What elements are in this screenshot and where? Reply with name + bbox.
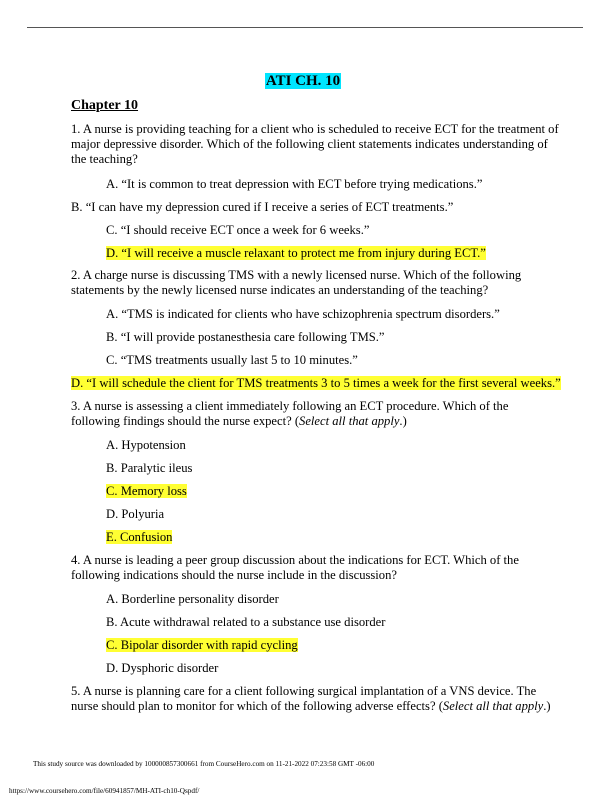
q1-stem-line: major depressive disorder. Which of the following client statements indicates understanding of (71, 137, 548, 151)
q2-option-d-answer: D. “I will schedule the client for TMS treatments 3 to 5 times a week for the first several weeks.” (71, 376, 561, 390)
q5-stem-line: 5. A nurse is planning care for a client following surgical implantation of a VNS device. The (71, 684, 537, 698)
q3-stem-line: following findings should the nurse expect? (Select all that apply.) (71, 414, 407, 428)
q3-option-e-answer: E. Confusion (106, 530, 173, 544)
chapter-heading: Chapter 10 (71, 98, 139, 113)
q4-stem-line: 4. A nurse is leading a peer group discussion about the indications for ECT. Which of the (71, 553, 519, 567)
q5-stem-line: nurse should plan to monitor for which of the following adverse effects? (Select all that apply.) (71, 699, 551, 713)
q3-option-d: D. Polyuria (106, 507, 165, 521)
download-note: This study source was downloaded by 100000857300661 from CourseHero.com on 11-21-2022 07:23:58 GMT -06:00 (33, 760, 375, 768)
page-title: ATI CH. 10 (265, 73, 341, 89)
q1-option-d-answer: D. “I will receive a muscle relaxant to protect me from injury during ECT.” (106, 246, 486, 260)
q3-option-b: B. Paralytic ileus (106, 461, 193, 475)
q3-option-c-answer: C. Memory loss (106, 484, 187, 498)
q2-stem-line: statements by the newly licensed nurse indicates an understanding of the teaching? (71, 283, 489, 297)
source-url[interactable]: https://www.coursehero.com/file/60941857/MH-ATI-ch10-Qspdf/ (9, 787, 200, 795)
q1-option-c: C. “I should receive ECT once a week for 6 weeks.” (106, 223, 370, 237)
q4-stem-line: following indications should the nurse include in the discussion? (71, 568, 397, 582)
q4-option-b: B. Acute withdrawal related to a substance use disorder (106, 615, 386, 629)
q1-option-a: A. “It is common to treat depression with ECT before trying medications.” (106, 177, 483, 191)
q3-option-a: A. Hypotension (106, 438, 186, 452)
q2-stem-line: 2. A charge nurse is discussing TMS with a newly licensed nurse. Which of the following (71, 268, 522, 282)
q1-option-b: B. “I can have my depression cured if I receive a series of ECT treatments.” (71, 200, 454, 214)
q2-option-c: C. “TMS treatments usually last 5 to 10 minutes.” (106, 353, 358, 367)
q1-stem-line: the teaching? (71, 152, 138, 166)
top-rule (27, 27, 583, 28)
q4-option-d: D. Dysphoric disorder (106, 661, 219, 675)
q2-option-b: B. “I will provide postanesthesia care following TMS.” (106, 330, 385, 344)
q1-stem-line: 1. A nurse is providing teaching for a client who is scheduled to receive ECT for the treatment of (71, 122, 559, 136)
q4-option-c-answer: C. Bipolar disorder with rapid cycling (106, 638, 298, 652)
q2-option-a: A. “TMS is indicated for clients who have schizophrenia spectrum disorders.” (106, 307, 500, 321)
q4-option-a: A. Borderline personality disorder (106, 592, 279, 606)
q3-stem-line: 3. A nurse is assessing a client immediately following an ECT procedure. Which of the (71, 399, 509, 413)
